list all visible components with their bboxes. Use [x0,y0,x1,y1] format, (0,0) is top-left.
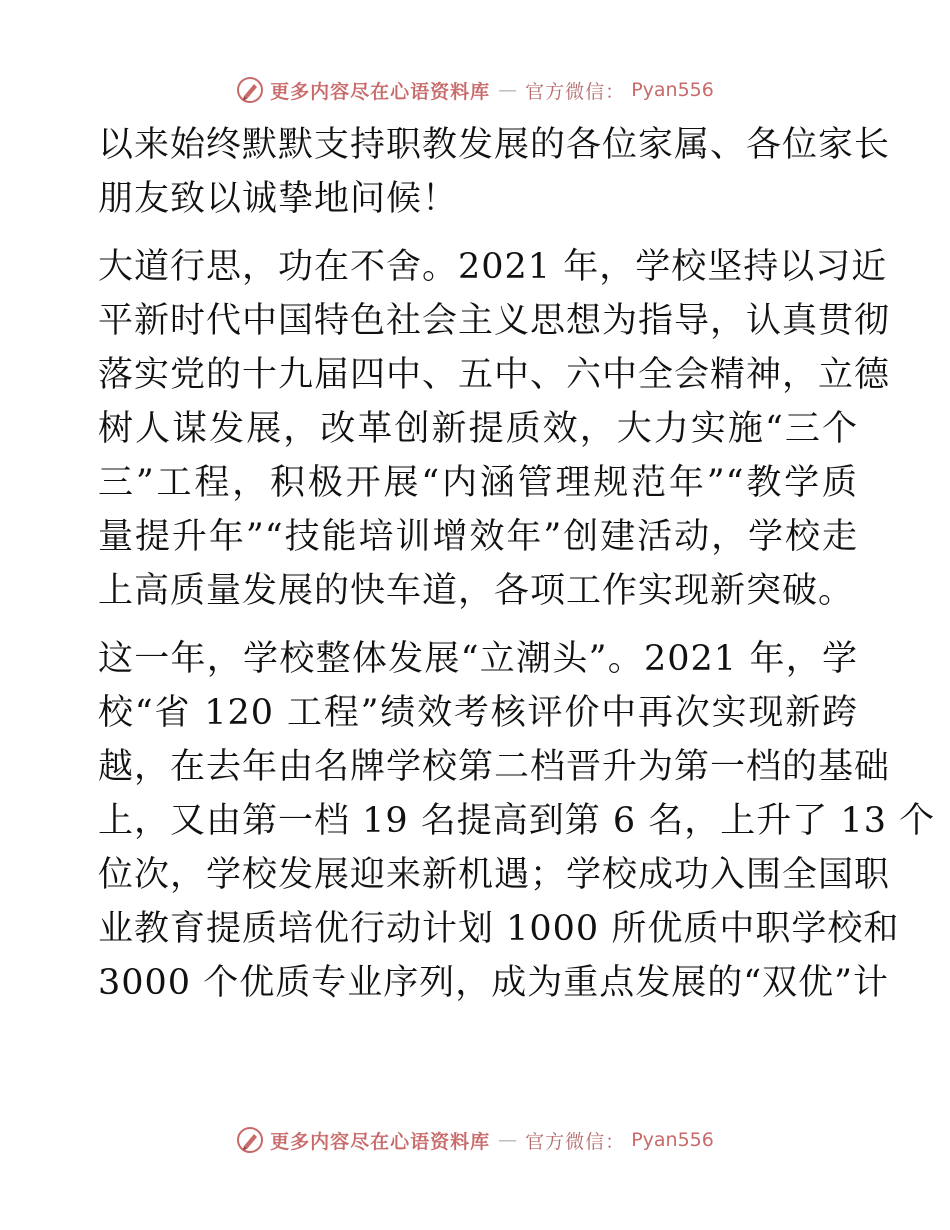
watermark-handle: Pyan556 [631,1129,714,1151]
paragraph-overview [98,240,891,618]
text-line: 越，在去年由名牌学校第二档晋升为第一档的基础 [98,747,891,787]
watermark-brand: 更多内容尽在心语资料库 [270,80,491,103]
footer-watermark [0,1120,950,1160]
text-line: 树人谋发展，改革创新提质效，大力实施“三个 [98,409,858,449]
text-line: 3000 个优质专业序列，成为重点发展的“双优”计 [98,963,889,1003]
text-line: 大道行思，功在不舍。2021 年，学校坚持以习近 [98,247,888,287]
watermark-dash: — [498,79,518,101]
pen-logo-icon [236,1126,264,1154]
pen-logo-icon [236,76,264,104]
watermark-official-label: 官方微信： [525,1130,626,1153]
watermark-dash: — [498,1129,518,1151]
header-watermark [0,70,950,110]
text-line: 上高质量发展的快车道，各项工作实现新突破。 [98,571,855,611]
paragraph-achievements [98,632,936,1010]
text-line: 位次，学校发展迎来新机遇；学校成功入围全国职 [98,855,891,895]
text-line: 三”工程，积极开展“内涵管理规范年”“教学质 [98,463,858,503]
text-line: 校“省 120 工程”绩效考核评价中再次实现新跨 [98,693,858,733]
text-line: 落实党的十九届四中、五中、六中全会精神，立德 [98,355,891,395]
text-line: 量提升年”“技能培训增效年”创建活动，学校走 [98,517,858,557]
watermark-brand: 更多内容尽在心语资料库 [270,1130,491,1153]
document-body [98,118,936,1010]
text-line: 业教育提质培优行动计划 1000 所优质中职学校和 [98,909,900,949]
text-line: 以来始终默默支持职教发展的各位家属、各位家长 [98,125,891,165]
watermark-official-label: 官方微信： [525,80,626,103]
text-line: 朋友致以诚挚地问候！ [98,179,459,219]
watermark-handle: Pyan556 [631,79,714,101]
paragraph-greeting [98,118,891,226]
text-line: 这一年，学校整体发展“立潮头”。2021 年，学 [98,639,858,679]
text-line: 上，又由第一档 19 名提高到第 6 名，上升了 13 个 [98,801,936,841]
text-line: 平新时代中国特色社会主义思想为指导，认真贯彻 [98,301,891,341]
